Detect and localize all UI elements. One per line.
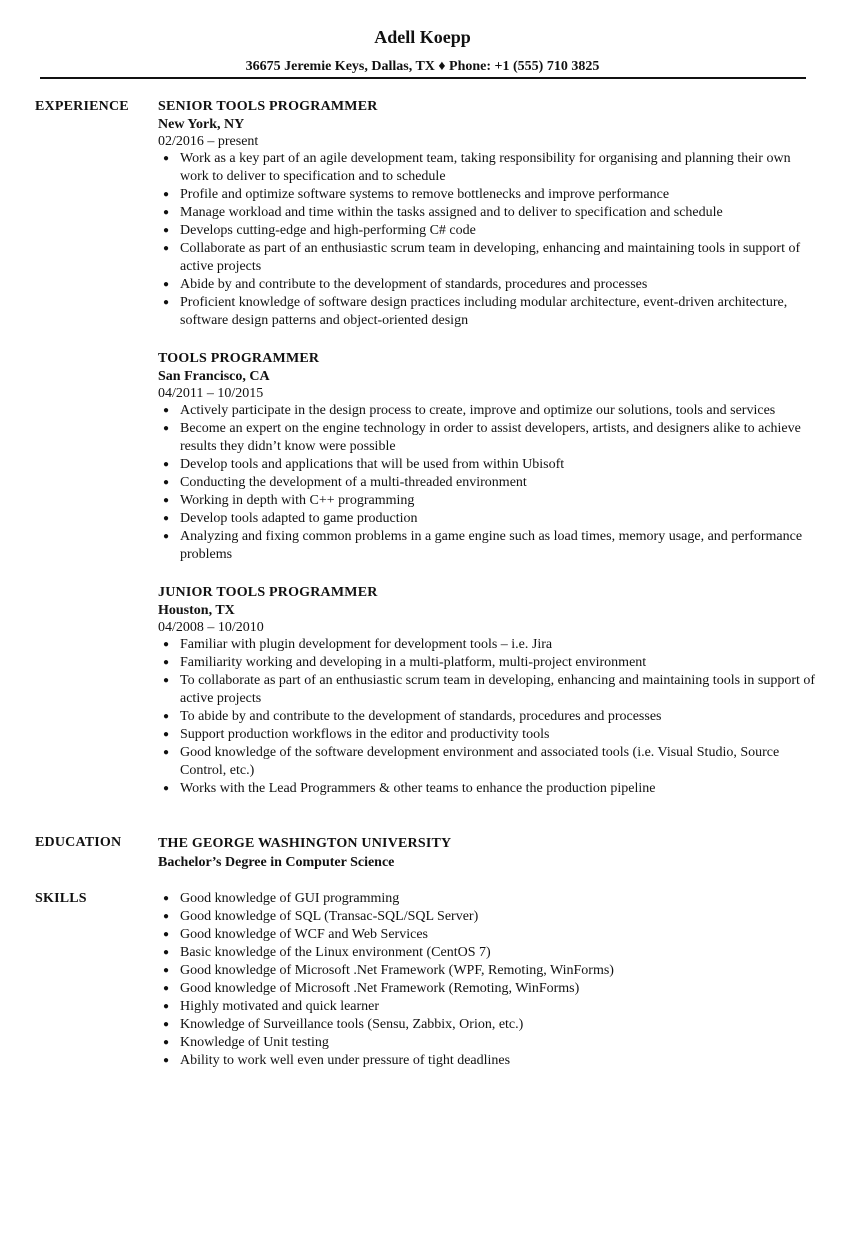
bullet-text: Abide by and contribute to the development of standards, procedures and processes xyxy=(180,277,648,292)
job-location: San Francisco, CA xyxy=(158,369,270,384)
job-location: New York, NY xyxy=(158,117,245,132)
skill-item xyxy=(158,962,818,980)
bullet-icon: ● xyxy=(163,657,170,668)
bullet-item xyxy=(158,474,818,492)
bullet-item xyxy=(158,636,818,654)
bullet-icon: ● xyxy=(163,729,170,740)
job-location: Houston, TX xyxy=(158,603,235,618)
bullet-item xyxy=(158,726,818,744)
education-body xyxy=(158,834,818,872)
bullet-icon: ● xyxy=(163,929,170,940)
bullet-icon: ● xyxy=(163,297,170,308)
job-bullets xyxy=(158,150,818,330)
skill-text: Good knowledge of WCF and Web Services xyxy=(180,927,428,942)
bullet-text: Profile and optimize software systems to remove bottlenecks and improve performance xyxy=(180,187,670,202)
bullet-icon: ● xyxy=(163,189,170,200)
skill-item xyxy=(158,890,818,908)
skill-text: Good knowledge of Microsoft .Net Framework (Remoting, WinForms) xyxy=(180,981,580,996)
skill-item xyxy=(158,908,818,926)
bullet-item xyxy=(158,222,818,240)
skills-body xyxy=(158,890,818,1070)
bullet-text: Works with the Lead Programmers & other teams to enhance the production pipeline xyxy=(180,781,656,796)
bullet-icon: ● xyxy=(163,153,170,164)
bullet-item xyxy=(158,186,818,204)
bullet-item xyxy=(158,276,818,294)
bullet-text: Develop tools adapted to game production xyxy=(180,511,418,526)
bullet-text: Familiarity working and developing in a multi-platform, multi-project environment xyxy=(180,655,647,670)
bullet-icon: ● xyxy=(163,711,170,722)
bullet-icon: ● xyxy=(163,747,170,758)
bullet-item xyxy=(158,492,818,510)
bullet-item xyxy=(158,528,818,564)
school-name: THE GEORGE WASHINGTON UNIVERSITY xyxy=(158,836,452,851)
bullet-icon: ● xyxy=(163,893,170,904)
skill-text: Good knowledge of GUI programming xyxy=(180,891,400,906)
job-title: JUNIOR TOOLS PROGRAMMER xyxy=(158,585,378,600)
bullet-text: Work as a key part of an agile development team, taking responsibility for organising and planning their own work to deliver to specification and to schedule xyxy=(180,151,791,184)
bullet-item xyxy=(158,204,818,222)
bullet-item xyxy=(158,672,818,708)
bullet-icon: ● xyxy=(163,225,170,236)
bullet-icon: ● xyxy=(163,279,170,290)
bullet-text: Proficient knowledge of software design practices including modular architecture, event-driven architecture, software design patterns and object-oriented design xyxy=(180,295,788,328)
bullet-icon: ● xyxy=(163,675,170,686)
bullet-text: Working in depth with C++ programming xyxy=(180,493,415,508)
bullet-icon: ● xyxy=(163,1037,170,1048)
skill-item xyxy=(158,926,818,944)
bullet-icon: ● xyxy=(163,405,170,416)
bullet-text: Actively participate in the design process to create, improve and optimize our solutions, tools and services xyxy=(180,403,776,418)
bullet-item xyxy=(158,744,818,780)
contact-line: 36675 Jeremie Keys, Dallas, TX ♦ Phone: +1 (555) 710 3825 xyxy=(245,59,600,74)
section-label-experience: EXPERIENCE xyxy=(35,99,129,114)
job-entry xyxy=(158,584,818,798)
skill-item xyxy=(158,1016,818,1034)
skill-item xyxy=(158,998,818,1016)
skill-text: Basic knowledge of the Linux environment (CentOS 7) xyxy=(180,945,491,960)
bullet-icon: ● xyxy=(163,243,170,254)
skill-item xyxy=(158,944,818,962)
bullet-icon: ● xyxy=(163,983,170,994)
header-divider xyxy=(40,77,806,79)
bullet-text: Collaborate as part of an enthusiastic scrum team in developing, enhancing and maintaining tools in support of active projects xyxy=(180,241,801,274)
bullet-icon: ● xyxy=(163,477,170,488)
skill-text: Highly motivated and quick learner xyxy=(180,999,380,1014)
skill-text: Ability to work well even under pressure of tight deadlines xyxy=(180,1053,511,1068)
skill-text: Knowledge of Surveillance tools (Sensu, Zabbix, Orion, etc.) xyxy=(180,1017,524,1032)
job-title: SENIOR TOOLS PROGRAMMER xyxy=(158,99,378,114)
bullet-icon: ● xyxy=(163,947,170,958)
skills-list xyxy=(158,890,818,1070)
bullet-text: Develops cutting-edge and high-performing C# code xyxy=(180,223,476,238)
skill-item xyxy=(158,1052,818,1070)
job-entry xyxy=(158,98,818,330)
bullet-item xyxy=(158,510,818,528)
bullet-item xyxy=(158,294,818,330)
bullet-icon: ● xyxy=(163,459,170,470)
bullet-item xyxy=(158,402,818,420)
job-dates: 02/2016 – present xyxy=(158,134,259,149)
bullet-icon: ● xyxy=(163,1019,170,1030)
bullet-text: Familiar with plugin development for development tools – i.e. Jira xyxy=(180,637,553,652)
bullet-text: Conducting the development of a multi-threaded environment xyxy=(180,475,527,490)
skill-text: Good knowledge of SQL (Transac-SQL/SQL Server) xyxy=(180,909,479,924)
bullet-icon: ● xyxy=(163,1055,170,1066)
skill-item xyxy=(158,1034,818,1052)
bullet-icon: ● xyxy=(163,965,170,976)
bullet-item xyxy=(158,420,818,456)
bullet-text: Support production workflows in the editor and productivity tools xyxy=(180,727,550,742)
bullet-icon: ● xyxy=(163,513,170,524)
job-bullets xyxy=(158,402,818,564)
bullet-icon: ● xyxy=(163,1001,170,1012)
bullet-text: Develop tools and applications that will be used from within Ubisoft xyxy=(180,457,565,472)
bullet-text: To abide by and contribute to the development of standards, procedures and processes xyxy=(180,709,662,724)
job-bullets xyxy=(158,636,818,798)
skill-text: Knowledge of Unit testing xyxy=(180,1035,329,1050)
bullet-icon: ● xyxy=(163,207,170,218)
job-dates: 04/2008 – 10/2010 xyxy=(158,620,264,635)
bullet-icon: ● xyxy=(163,639,170,650)
candidate-name: Adell Koepp xyxy=(374,27,471,47)
skill-text: Good knowledge of Microsoft .Net Framework (WPF, Remoting, WinForms) xyxy=(180,963,614,978)
job-entry xyxy=(158,350,818,564)
bullet-text: Analyzing and fixing common problems in a game engine such as load times, memory usage, and performance problems xyxy=(180,529,803,562)
bullet-item xyxy=(158,150,818,186)
bullet-item xyxy=(158,654,818,672)
section-label-skills: SKILLS xyxy=(35,891,87,906)
bullet-item xyxy=(158,456,818,474)
skill-item xyxy=(158,980,818,998)
bullet-item xyxy=(158,240,818,276)
section-label-education: EDUCATION xyxy=(35,835,122,850)
bullet-icon: ● xyxy=(163,783,170,794)
bullet-icon: ● xyxy=(163,911,170,922)
bullet-icon: ● xyxy=(163,495,170,506)
job-dates: 04/2011 – 10/2015 xyxy=(158,386,264,401)
job-title: TOOLS PROGRAMMER xyxy=(158,351,320,366)
bullet-item xyxy=(158,708,818,726)
experience-body xyxy=(158,98,818,818)
bullet-icon: ● xyxy=(163,423,170,434)
bullet-text: Become an expert on the engine technology in order to assist developers, artists, and designers alike to achieve results they didn’t know were possible xyxy=(180,421,801,454)
bullet-icon: ● xyxy=(163,531,170,542)
bullet-text: To collaborate as part of an enthusiastic scrum team in developing, enhancing and maintaining tools in support of active projects xyxy=(180,673,816,706)
degree-name: Bachelor’s Degree in Computer Science xyxy=(158,855,395,870)
bullet-text: Manage workload and time within the tasks assigned and to deliver to specification and schedule xyxy=(180,205,723,220)
bullet-text: Good knowledge of the software development environment and associated tools (i.e. Visual Studio, Source Control, etc.) xyxy=(180,745,780,778)
bullet-item xyxy=(158,780,818,798)
